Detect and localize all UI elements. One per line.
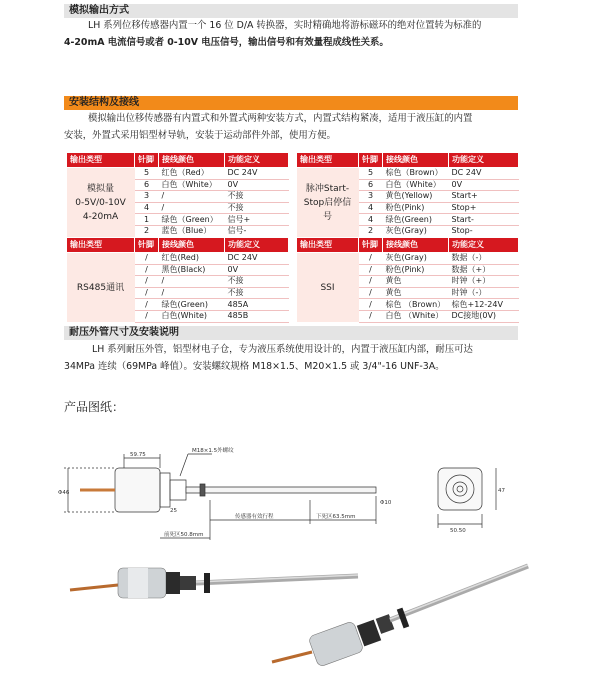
- table-row: [67, 168, 289, 180]
- header-wire-color: 接线颜色: [383, 238, 449, 253]
- header-wire-color: 接线颜色: [383, 153, 449, 168]
- dim-end-width: 50.50: [450, 528, 466, 534]
- output-type-analog: 模拟量 0-5V/0-10V 4-20mA: [67, 168, 135, 238]
- wire-color: 绿色(Green): [159, 299, 225, 311]
- function: 不接: [225, 202, 289, 214]
- wire-color: 蓝色（Blue）: [159, 225, 225, 237]
- wiring-table-rs485: [66, 237, 289, 323]
- wire-color: 白色(White): [159, 310, 225, 322]
- header-output-type: 输出类型: [297, 153, 359, 168]
- function: 0V: [225, 179, 289, 191]
- install-section-header: [64, 96, 518, 110]
- function: Start+: [449, 191, 519, 203]
- header-pin: 针脚: [135, 238, 159, 253]
- function: 0V: [449, 179, 519, 191]
- wire-color: /: [159, 287, 225, 299]
- dim-end-height: 47: [498, 488, 505, 494]
- drawing-title: 产品图纸：: [64, 400, 125, 414]
- pipe-paragraph-line2: 34MPa 连续（69MPa 峰值）。安装螺纹规格 M18×1.5、M20×1.5 或 3/4"-16 UNF-3A。: [64, 361, 445, 372]
- wire-color: 棕色（Brown）: [383, 168, 449, 180]
- pin: 4: [359, 214, 383, 226]
- function: 棕色+12-24V: [449, 299, 519, 311]
- wire-color: 黑色(Black): [159, 264, 225, 276]
- pin: /: [135, 276, 159, 288]
- function: 时钟（-）: [449, 287, 519, 299]
- header-pin: 针脚: [135, 153, 159, 168]
- pin: 1: [135, 214, 159, 226]
- function: DC接地(0V): [449, 310, 519, 322]
- pin: 3: [359, 191, 383, 203]
- wire-color: 棕色 （Brown）: [383, 299, 449, 311]
- function: 不接: [225, 287, 289, 299]
- technical-drawing: [40, 440, 540, 672]
- function: DC 24V: [449, 168, 519, 180]
- function: 数据（-）: [449, 253, 519, 265]
- wire-color: 红色(Red): [159, 253, 225, 265]
- wire-color: /: [159, 191, 225, 203]
- function: DC 24V: [225, 168, 289, 180]
- pin: 2: [359, 225, 383, 237]
- pin: /: [135, 287, 159, 299]
- wire-color: 白色（White）: [159, 179, 225, 191]
- header-pin: 针脚: [359, 153, 383, 168]
- dim-rod-diameter: Φ10: [380, 500, 392, 506]
- wire-color: 灰色(Gray): [383, 253, 449, 265]
- header-wire-color: 接线颜色: [159, 238, 225, 253]
- wire-color: 黄色: [383, 287, 449, 299]
- wire-color: 黄色: [383, 276, 449, 288]
- function: DC 24V: [225, 253, 289, 265]
- install-section-title: 安装结构及接线: [69, 97, 139, 108]
- header-pin: 针脚: [359, 238, 383, 253]
- dim-bottom-dead-zone: 下死区63.5mm: [316, 514, 356, 520]
- wire-color: 灰色(Gray): [383, 225, 449, 237]
- output-type-rs485: RS485通讯: [67, 253, 135, 323]
- header-output-type: 输出类型: [297, 238, 359, 253]
- dim-effective-stroke: 传感器有效行程: [235, 514, 274, 520]
- wiring-table-ssi: [296, 237, 519, 323]
- pipe-section-title: 耐压外管尺寸及安装说明: [69, 327, 179, 338]
- pipe-paragraph-line1: LH 系列耐压外管，铝型材电子仓，专为液压系统使用设计的，内置于液压缸内部，耐压可达: [92, 344, 473, 355]
- pin: /: [359, 310, 383, 322]
- dim-front-dead-zone: 前死区50.8mm: [164, 532, 204, 538]
- header-wire-color: 接线颜色: [159, 153, 225, 168]
- pin: /: [135, 299, 159, 311]
- pin: 4: [135, 202, 159, 214]
- install-paragraph-line1: 模拟输出位移传感器有内置式和外置式两种安装方式，内置式结构紧凑，适用于液压缸的内置: [88, 113, 473, 124]
- install-paragraph-line2: 安装，外置式采用铝型材导轨，安装于运动部件外部，使用方便。: [64, 130, 336, 141]
- wiring-table-analog: [66, 152, 289, 238]
- dim-body-diameter: Φ46: [58, 490, 70, 496]
- wire-color: 白色（White）: [383, 179, 449, 191]
- wire-color: /: [159, 276, 225, 288]
- wire-color: 粉色(Pink): [383, 202, 449, 214]
- wire-color: 绿色(Green): [383, 214, 449, 226]
- analog-paragraph-line2: 4-20mA 电流信号或者 0-10V 电压信号，输出信号和有效量程成线性关系。: [64, 37, 389, 48]
- pin: 2: [135, 225, 159, 237]
- function: 485A: [225, 299, 289, 311]
- wire-color: 绿色（Green）: [159, 214, 225, 226]
- pin: 6: [359, 179, 383, 191]
- function: 信号+: [225, 214, 289, 226]
- output-type-pulse: 脉冲Start- Stop启停信 号: [297, 168, 359, 238]
- wire-color: 白色 （White）: [383, 310, 449, 322]
- header-output-type: 输出类型: [67, 238, 135, 253]
- pin: 5: [135, 168, 159, 180]
- pin: 5: [359, 168, 383, 180]
- table-row: [67, 253, 289, 265]
- analog-section-title: 模拟输出方式: [69, 5, 129, 16]
- function: 不接: [225, 191, 289, 203]
- pin: 6: [135, 179, 159, 191]
- header-function: 功能定义: [449, 153, 519, 168]
- function: 0V: [225, 264, 289, 276]
- wire-color: /: [159, 202, 225, 214]
- table-row: [297, 253, 519, 265]
- wire-color: 粉色(Pink): [383, 264, 449, 276]
- wire-color: 红色（Red）: [159, 168, 225, 180]
- function: Stop-: [449, 225, 519, 237]
- function: 时钟（+）: [449, 276, 519, 288]
- wire-color: 黄色(Yellow): [383, 191, 449, 203]
- function: 不接: [225, 276, 289, 288]
- table-row: [297, 168, 519, 180]
- pin: /: [359, 264, 383, 276]
- pin: /: [135, 253, 159, 265]
- wiring-table-pulse: [296, 152, 519, 238]
- analog-section-header: [64, 4, 518, 18]
- pin: /: [359, 287, 383, 299]
- header-output-type: 输出类型: [67, 153, 135, 168]
- pin: 4: [359, 202, 383, 214]
- pipe-section-header: [64, 326, 518, 340]
- product-render-1: [70, 568, 358, 598]
- header-function: 功能定义: [449, 238, 519, 253]
- dim-thread: M18×1.5外螺纹: [192, 448, 234, 454]
- dim-flange: 25: [170, 508, 177, 514]
- pin: /: [135, 264, 159, 276]
- pin: 3: [135, 191, 159, 203]
- header-function: 功能定义: [225, 238, 289, 253]
- function: Start-: [449, 214, 519, 226]
- header-function: 功能定义: [225, 153, 289, 168]
- function: 信号-: [225, 225, 289, 237]
- pin: /: [135, 310, 159, 322]
- function: 485B: [225, 310, 289, 322]
- analog-paragraph-line1: LH 系列位移传感器内置一个 16 位 D/A 转换器，实时精确地将游标磁环的绝对位置转为标准的: [88, 20, 482, 31]
- pin: /: [359, 253, 383, 265]
- pin: /: [359, 299, 383, 311]
- function: 数据（+）: [449, 264, 519, 276]
- output-type-ssi: SSI: [297, 253, 359, 323]
- function: Stop+: [449, 202, 519, 214]
- pin: /: [359, 276, 383, 288]
- dim-length-5975: 59.75: [130, 452, 146, 458]
